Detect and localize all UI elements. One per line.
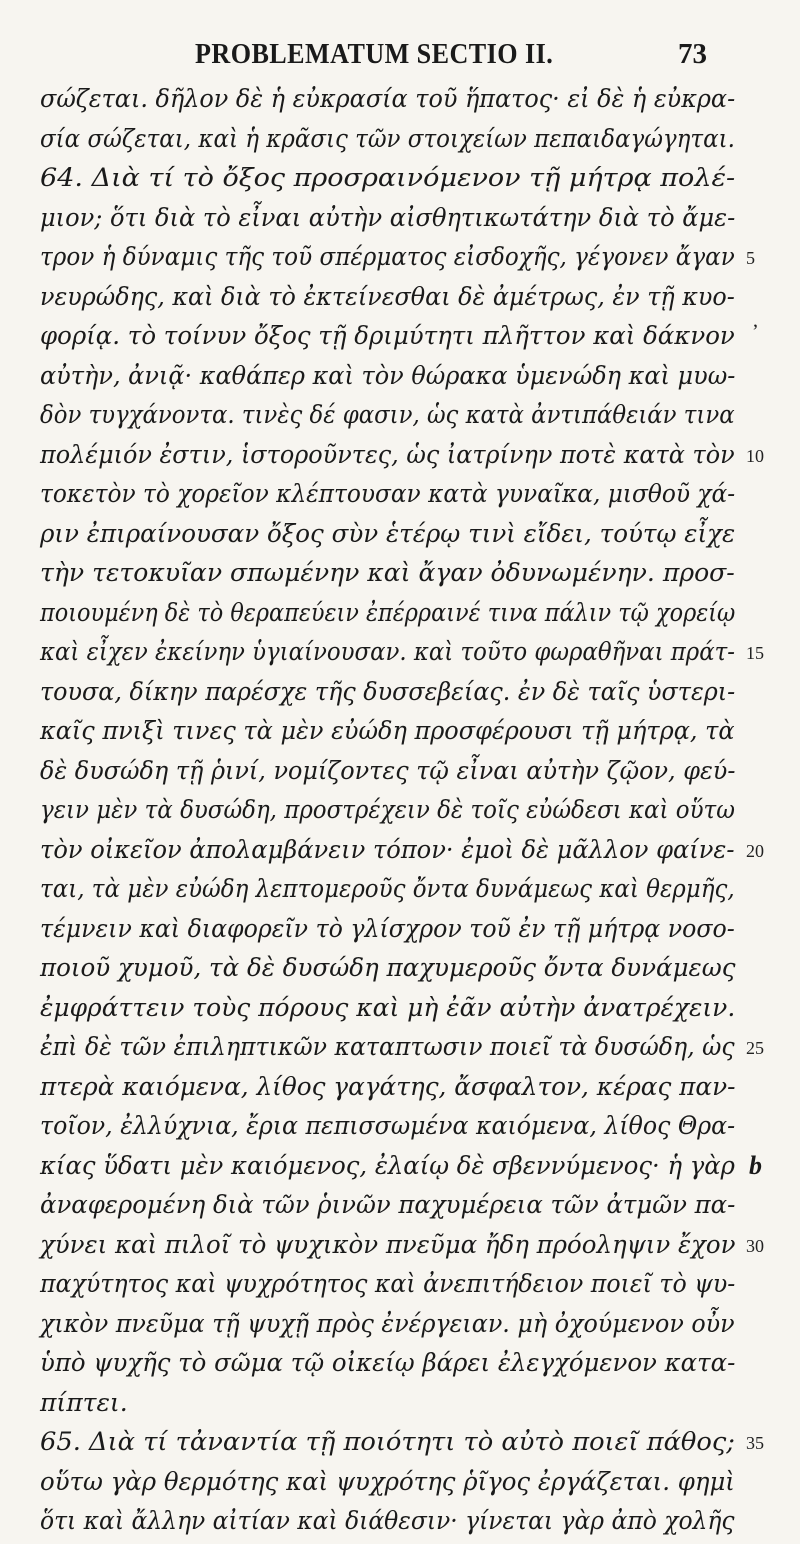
line-text: φορίᾳ. τὸ τοίνυν ὄξος τῇ δριμύτητι πλῆττον καὶ δάκνον: [40, 321, 735, 350]
line-text: σία σώζεται, καὶ ἡ κρᾶσις τῶν στοιχείων πεπαιδαγώγηται.: [40, 123, 735, 153]
line-text: νευρώδης, καὶ διὰ τὸ ἐκτείνεσθαι δὲ ἀμέτρως, ἐν τῇ κυο-: [40, 281, 735, 311]
line-number: 20: [746, 840, 764, 861]
text-line: [0, 1465, 800, 1505]
greek-text-body: [0, 82, 800, 1544]
text-line: [0, 912, 800, 952]
line-text: οὕτω γὰρ θερμότης καὶ ψυχρότης ῥῖγος ἐργάζεται. φημὶ: [40, 1466, 735, 1496]
text-line: [0, 122, 800, 162]
text-line: [0, 833, 800, 873]
text-line: [0, 872, 800, 912]
line-text: ποιουμένη δὲ τὸ θεραπεύειν ἐπέρραινέ τινα πάλιν τῷ χορείῳ: [40, 597, 736, 627]
text-line: [0, 1425, 800, 1465]
text-line: [0, 1346, 800, 1386]
line-text: τέμνειν καὶ διαφορεῖν τὸ γλίσχρον τοῦ ἐν τῇ μήτρᾳ νοσο-: [40, 913, 735, 943]
text-line: [0, 82, 800, 122]
text-line: [0, 477, 800, 517]
text-line: [0, 675, 800, 715]
text-line: [0, 1504, 800, 1544]
text-line: [0, 1267, 800, 1307]
text-line: [0, 161, 800, 201]
line-text: αὐτὴν, ἀνιᾷ· καθάπερ καὶ τὸν θώρακα ὑμενώδη καὶ μυω-: [40, 360, 736, 390]
line-text: χύνει καὶ πιλοῖ τὸ ψυχικὸν πνεῦμα ἤδη πρόοληψιν ἔχον: [40, 1229, 736, 1259]
line-text: παχύτητος καὶ ψυχρότητος καὶ ἀνεπιτήδειον ποιεῖ τὸ ψυ-: [40, 1269, 736, 1298]
text-line: [0, 517, 800, 557]
running-head: [0, 38, 800, 72]
line-text: ἀναφερομένη διὰ τῶν ῥινῶν παχυμέρεια τῶν ἀτμῶν πα-: [40, 1190, 736, 1219]
line-number: 25: [746, 1038, 764, 1058]
line-text: πτερὰ καιόμενα, λίθος γαγάτης, ἄσφαλτον, κέρας παν-: [40, 1071, 736, 1101]
text-line: [0, 793, 800, 833]
line-text: τρον ἡ δύναμις τῆς τοῦ σπέρματος εἰσδοχῆς, γέγονεν ἄγαν: [40, 242, 735, 271]
line-number: 5: [746, 248, 755, 268]
text-line: [0, 201, 800, 241]
text-line: [0, 280, 800, 320]
page-number: 73: [678, 38, 707, 70]
line-text: πίπτει.: [40, 1387, 128, 1417]
text-line: [0, 556, 800, 596]
line-text: ἐπὶ δὲ τῶν ἐπιληπτικῶν καταπτωσιν ποιεῖ τὰ δυσώδη, ὡς: [40, 1032, 735, 1061]
line-text: δὸν τυγχάνοντα. τινὲς δέ φασιν, ὡς κατὰ ἀντιπάθειάν τινα: [40, 400, 735, 429]
line-text: 64. Διὰ τί τὸ ὄξος προσραινόμενον τῇ μήτρᾳ πολέ-: [40, 163, 736, 192]
text-line: [0, 359, 800, 399]
text-line: [0, 991, 800, 1031]
line-text: τουσα, δίκην παρέσχε τῆς δυσσεβείας. ἐν δὲ ταῖς ὑστερι-: [40, 676, 736, 706]
text-line: [0, 635, 800, 675]
line-text: ὅτι καὶ ἄλλην αἰτίαν καὶ διάθεσιν· γίνεται γὰρ ἀπὸ χολῆς: [40, 1506, 735, 1535]
line-number: 35: [746, 1433, 764, 1453]
line-text: τοκετὸν τὸ χορεῖον κλέπτουσαν κατὰ γυναῖκα, μισθοῦ χά-: [40, 479, 736, 508]
line-text: 65. Διὰ τί τἀναντία τῇ ποιότητι τὸ αὐτὸ ποιεῖ πάθος;: [40, 1427, 735, 1456]
line-text: τὴν τετοκυῖαν σπωμένην καὶ ἄγαν ὀδυνωμένην. προσ-: [40, 558, 735, 587]
text-line: [0, 438, 800, 478]
line-text: χικὸν πνεῦμα τῇ ψυχῇ πρὸς ἐνέργειαν. μὴ ὀχούμενον οὖν: [40, 1308, 735, 1338]
text-line: [0, 1149, 800, 1189]
text-line: [0, 1188, 800, 1228]
line-text: ται, τὰ μὲν εὐώδη λεπτομεροῦς ὄντα δυνάμεως καὶ θερμῆς,: [40, 874, 735, 903]
line-number: 15: [746, 643, 764, 663]
line-text: καῖς πνιξὶ τινες τὰ μὲν εὐώδη προσφέρουσι τῇ μήτρᾳ, τὰ: [40, 716, 735, 745]
line-text: πολέμιόν ἐστιν, ἱστοροῦντες, ὡς ἰατρίνην ποτὲ κατὰ τὸν: [40, 439, 735, 469]
line-text: δὲ δυσώδη τῇ ῥινί, νομίζοντες τῷ εἶναι αὐτὴν ζῷον, φεύ-: [40, 755, 736, 785]
margin-letter: b: [749, 1150, 762, 1180]
running-title: PROBLEMATUM SECTIO II.: [195, 38, 554, 70]
text-line: [0, 1030, 800, 1070]
margin-mark: ʼ: [752, 321, 759, 343]
text-line: [0, 951, 800, 991]
text-line: [0, 398, 800, 438]
line-number: 30: [746, 1235, 764, 1256]
line-text: μιον; ὅτι διὰ τὸ εἶναι αὐτὴν αἰσθητικωτάτην διὰ τὸ ἄμε-: [40, 202, 736, 232]
text-line: [0, 1228, 800, 1268]
line-text: ἐμφράττειν τοὺς πόρους καὶ μὴ ἐᾶν αὐτὴν ἀνατρέχειν.: [40, 992, 736, 1022]
text-line: [0, 596, 800, 636]
line-text: ριν ἐπιραίνουσαν ὄξος σὺν ἑτέρῳ τινὶ εἴδει, τούτῳ εἶχε: [40, 518, 736, 548]
text-line: [0, 1386, 800, 1426]
text-line: [0, 1307, 800, 1347]
line-text: ποιοῦ χυμοῦ, τὰ δὲ δυσώδη παχυμεροῦς ὄντα δυνάμεως: [40, 953, 736, 982]
text-line: [0, 754, 800, 794]
text-line: [0, 714, 800, 754]
line-text: σώζεται. δῆλον δὲ ἡ εὐκρασία τοῦ ἥπατος· εἰ δὲ ἡ εὐκρα-: [40, 84, 736, 113]
line-text: ὑπὸ ψυχῆς τὸ σῶμα τῷ οἰκείῳ βάρει ἐλεγχόμενον κατα-: [40, 1348, 736, 1377]
line-text: γειν μὲν τὰ δυσώδη, προστρέχειν δὲ τοῖς εὐώδεσι καὶ οὕτω: [40, 795, 735, 824]
line-text: τὸν οἰκεῖον ἀπολαμβάνειν τόπον· ἐμοὶ δὲ μᾶλλον φαίνε-: [40, 834, 735, 864]
text-line: [0, 240, 800, 280]
line-text: καὶ εἶχεν ἐκείνην ὑγιαίνουσαν. καὶ τοῦτο φωραθῆναι πράτ-: [40, 637, 735, 666]
text-line: [0, 1109, 800, 1149]
line-number: 10: [746, 445, 764, 466]
text-line: [0, 319, 800, 359]
text-line: [0, 1070, 800, 1110]
line-text: κίας ὕδατι μὲν καιόμενος, ἐλαίῳ δὲ σβεννύμενος· ἡ γὰρ: [40, 1150, 735, 1180]
line-text: τοῖον, ἐλλύχνια, ἔρια πεπισσωμένα καιόμενα, λίθος Θρα-: [40, 1111, 736, 1140]
